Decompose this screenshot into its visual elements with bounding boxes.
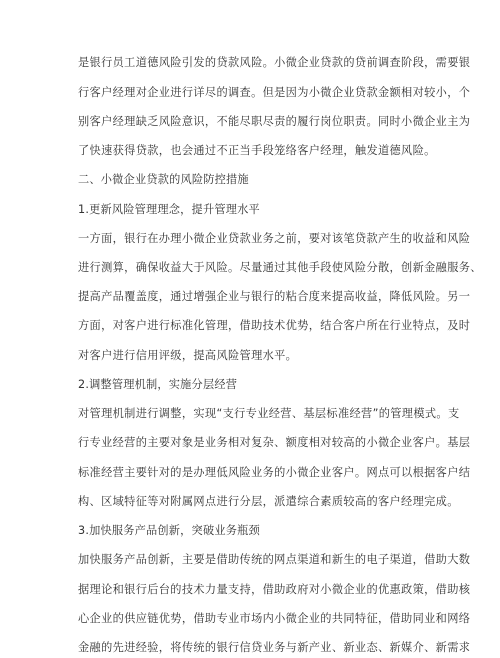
paragraph-line: 行客户经理对企业进行详尽的调查。但是因为小微企业贷款金额相对较小，个	[78, 86, 471, 99]
paragraph-line: 加快服务产品创新，主要是借助传统的网点渠道和新生的电子渠道，借助大数	[78, 553, 471, 566]
paragraph-line: 金融的先进经验，将传统的银行信贷业务与新产业、新业态、新媒介、新需求	[78, 641, 471, 654]
paragraph-line: 标准经营主要针对的是办理低风险业务的小微企业客户。网点可以根据客户结	[78, 466, 471, 479]
paragraph-line: 提高产品覆盖度，通过增强企业与银行的粘合度来提高收益，降低风险。另一	[78, 290, 471, 303]
paragraph-line: 别客户经理缺乏风险意识，不能尽职尽责的履行岗位职责。同时小微企业主为	[78, 115, 471, 128]
subsection-heading: 2.调整管理机制，实施分层经营	[78, 378, 238, 391]
paragraph-line: 对客户进行信用评级，提高风险管理水平。	[78, 349, 298, 362]
paragraph-line: 方面，对客户进行标准化管理，借助技术优势，结合客户所在行业特点，及时	[78, 319, 471, 332]
subsection-heading: 1.更新风险管理理念，提升管理水平	[78, 203, 260, 216]
paragraph-line: 行专业经营的主要对象是业务相对复杂、额度相对较高的小微企业客户。基层	[78, 436, 471, 449]
paragraph-line: 是银行员工道德风险引发的贷款风险。小微企业贷款的贷前调查阶段，需要银	[78, 56, 471, 69]
paragraph-line: 据理论和银行后台的技术力量支持，借助政府对小微企业的优惠政策，借助核	[78, 583, 471, 596]
paragraph-line: 了快速获得贷款，也会通过不正当手段笼络客户经理，触发道德风险。	[78, 144, 436, 157]
paragraph-line: 一方面，银行在办理小微企业贷款业务之前，要对该笔贷款产生的收益和风险	[78, 232, 471, 245]
section-heading: 二、小微企业贷款的风险防控措施	[78, 173, 249, 186]
paragraph-line: 进行测算，确保收益大于风险。尽量通过其他手段使风险分散，创新金融服务、	[78, 261, 482, 274]
paragraph-line: 构、区域特征等对附属网点进行分层，派遣综合素质较高的客户经理完成。	[78, 495, 459, 508]
paragraph-line: 对管理机制进行调整，实现“支行专业经营、基层标准经营”的管理模式。支	[78, 407, 460, 420]
subsection-heading: 3.加快服务产品创新，突破业务瓶颈	[78, 524, 260, 537]
paragraph-line: 心企业的供应链优势，借助专业市场内小微企业的共同特征，借助同业和网络	[78, 612, 471, 625]
